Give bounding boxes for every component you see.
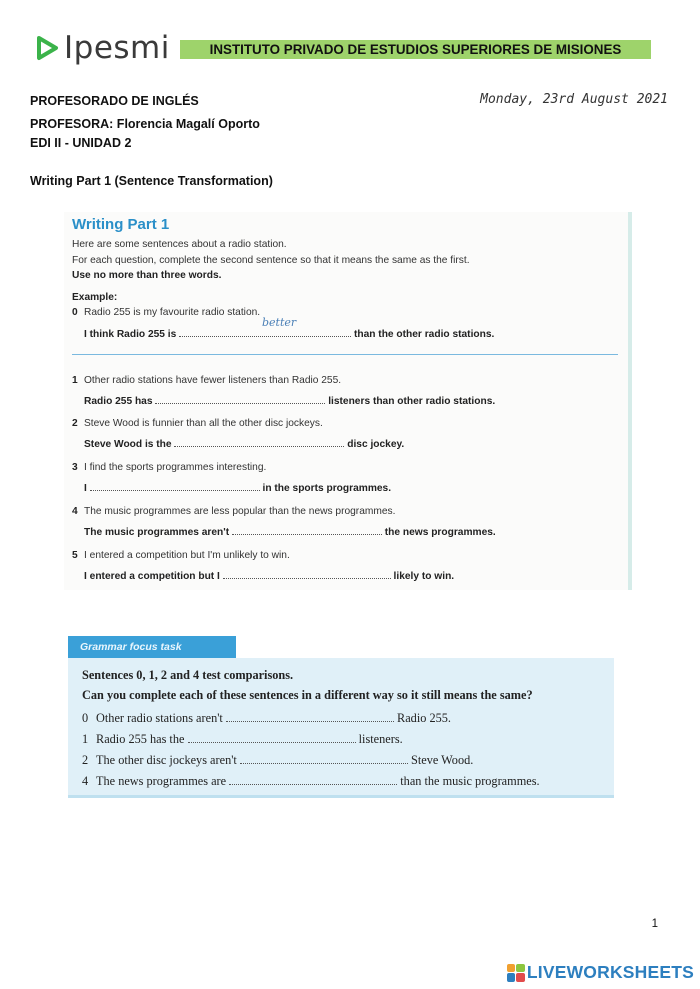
question-number: 1 <box>72 375 78 386</box>
grammar-item-start: Radio 255 has the <box>96 732 185 746</box>
question-sentence: Steve Wood is funnier than all the other disc jockeys. <box>84 418 323 429</box>
answer-end: disc jockey. <box>347 439 405 450</box>
teacher-name: PROFESORA: Florencia Magalí Oporto <box>30 117 260 131</box>
answer-blank-5[interactable] <box>223 570 391 579</box>
grammar-item-end: Steve Wood. <box>411 753 474 767</box>
unit-label: EDI II - UNIDAD 2 <box>30 136 132 150</box>
answer-end: listeners than other radio stations. <box>328 396 496 407</box>
date-label: Monday, 23rd August 2021 <box>480 92 668 107</box>
grammar-item-start: The other disc jockeys aren't <box>96 753 237 767</box>
answer-blank-2[interactable] <box>174 438 344 447</box>
grammar-item-number: 4 <box>82 774 89 788</box>
grammar-blank-3[interactable] <box>229 776 397 785</box>
grammar-item-end: listeners. <box>358 732 403 746</box>
example-blank <box>179 328 351 337</box>
answer-row-2 <box>84 438 404 450</box>
question-number: 4 <box>72 506 78 517</box>
grammar-item-number: 0 <box>82 711 89 725</box>
grammar-blank-0[interactable] <box>226 713 394 722</box>
grammar-item-end: Radio 255. <box>397 711 451 725</box>
answer-end: likely to win. <box>393 571 455 582</box>
example-second <box>84 328 494 340</box>
grammar-item-start: The news programmes are <box>96 774 227 788</box>
grammar-blank-2[interactable] <box>240 755 408 764</box>
question-sentence: Other radio stations have fewer listeners than Radio 255. <box>84 375 342 386</box>
question-1 <box>72 375 341 386</box>
question-number: 3 <box>72 462 78 473</box>
institution-name: INSTITUTO PRIVADO DE ESTUDIOS SUPERIORES DE MISIONES <box>180 40 651 59</box>
example-first <box>72 307 260 318</box>
intro-line: Here are some sentences about a radio station. <box>72 239 287 250</box>
course-name: PROFESORADO DE INGLÉS <box>30 94 199 108</box>
grammar-item <box>82 732 403 747</box>
example-answer: better <box>262 316 297 329</box>
question-number: 2 <box>72 418 78 429</box>
grammar-item <box>82 753 473 768</box>
answer-end: the news programmes. <box>384 527 496 538</box>
example-number: 0 <box>72 307 78 318</box>
grammar-item-end: than the music programmes. <box>400 774 540 788</box>
section-heading: Writing Part 1 (Sentence Transformation) <box>30 174 273 188</box>
question-4 <box>72 506 395 517</box>
question-number: 5 <box>72 550 78 561</box>
answer-start: I entered a competition but I <box>84 571 220 582</box>
grammar-focus-tab: Grammar focus task <box>68 636 236 658</box>
grammar-blank-1[interactable] <box>188 734 356 743</box>
answer-blank-3[interactable] <box>90 482 260 491</box>
exercise-page <box>64 212 632 590</box>
question-5 <box>72 550 290 561</box>
liveworksheets-text: LIVEWORKSHEETS <box>526 962 694 982</box>
question-sentence: I find the sports programmes interesting. <box>84 462 267 473</box>
example-label: Example: <box>72 292 118 303</box>
answer-row-4 <box>84 526 496 538</box>
answer-end: in the sports programmes. <box>262 483 392 494</box>
logo-play-icon <box>34 35 60 61</box>
grammar-line: Can you complete each of these sentences in a different way so it still means the same? <box>82 688 533 702</box>
grammar-item-number: 2 <box>82 753 89 767</box>
answer-blank-4[interactable] <box>232 526 382 535</box>
answer-blank-1[interactable] <box>155 395 325 404</box>
answer-row-1 <box>84 395 495 407</box>
exercise-title: Writing Part 1 <box>72 216 170 233</box>
answer-row-3 <box>84 482 391 494</box>
question-sentence: I entered a competition but I'm unlikely to win. <box>84 550 290 561</box>
example-sentence: Radio 255 is my favourite radio station. <box>84 307 261 318</box>
question-sentence: The music programmes are less popular than the news programmes. <box>84 506 396 517</box>
example-end: than the other radio stations. <box>353 329 495 340</box>
question-2 <box>72 418 323 429</box>
grammar-item <box>82 711 451 726</box>
rule-line: Use no more than three words. <box>72 270 222 281</box>
grammar-item-start: Other radio stations aren't <box>96 711 223 725</box>
liveworksheets-logo <box>507 962 694 983</box>
grammar-item <box>82 774 540 789</box>
page-number: 1 <box>651 918 658 930</box>
answer-start: Steve Wood is the <box>84 439 172 450</box>
grammar-focus-box <box>68 658 614 798</box>
answer-start: I <box>84 483 87 494</box>
example-start: I think Radio 255 is <box>84 329 177 340</box>
logo-text: Ipesmi <box>64 30 170 66</box>
answer-start: Radio 255 has <box>84 396 153 407</box>
answer-start: The music programmes aren't <box>84 527 230 538</box>
question-3 <box>72 462 266 473</box>
ipesmi-logo <box>34 30 170 66</box>
grammar-line: Sentences 0, 1, 2 and 4 test comparisons. <box>82 668 294 682</box>
intro-line: For each question, complete the second sentence so that it means the same as the first. <box>72 255 470 266</box>
liveworksheets-icon <box>507 964 525 982</box>
divider <box>72 354 618 355</box>
answer-row-5 <box>84 570 454 582</box>
grammar-item-number: 1 <box>82 732 89 746</box>
